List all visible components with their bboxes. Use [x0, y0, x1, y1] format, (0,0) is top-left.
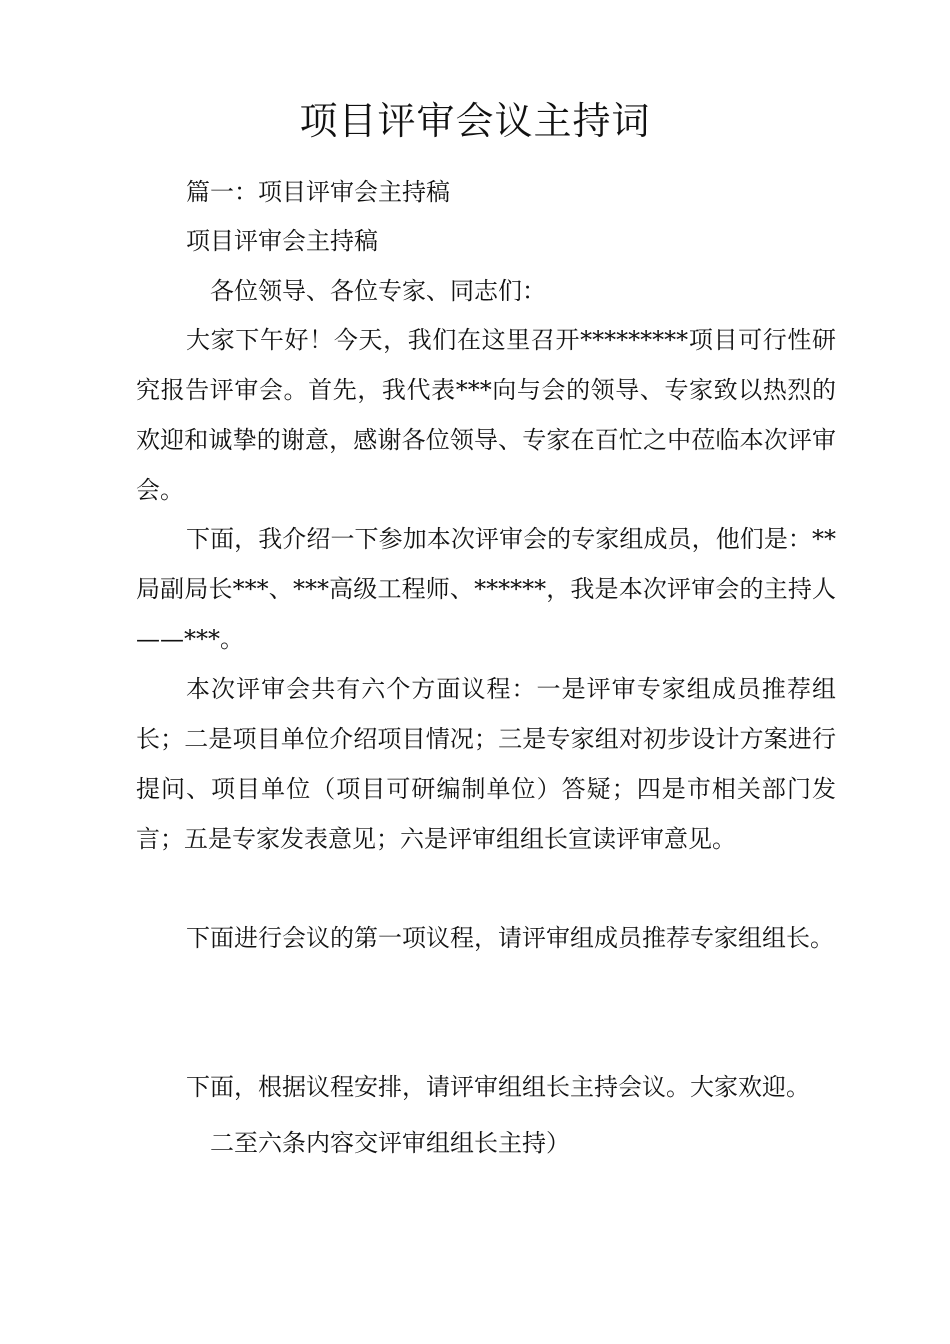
section-heading: 篇一：项目评审会主持稿: [186, 178, 450, 206]
salutation: 各位领导、各位专家、同志们：: [210, 277, 546, 305]
paragraph-first-item: 下面进行会议的第一项议程，请评审组成员推荐专家组组长。: [186, 924, 834, 952]
note-line: 二至六条内容交评审组组长主持）: [210, 1129, 570, 1157]
closing-line: 下面，根据议程安排，请评审组组长主持会议。大家欢迎。: [186, 1073, 810, 1101]
paragraph-agenda: 本次评审会共有六个方面议程：一是评审专家组成员推荐组长；二是项目单位介绍项目情况；三是专家组对初步设计方案进行提问、项目单位（项目可研编制单位）答疑；四是市相关部门发言；五是专家发表意见；六是评审组组长宣读评审意见。: [136, 675, 836, 853]
paragraph-experts: 下面，我介绍一下参加本次评审会的专家组成员，他们是：**局副局长***、***高级工程师、******，我是本次评审会的主持人——***。: [136, 525, 836, 653]
subtitle: 项目评审会主持稿: [186, 227, 378, 255]
paragraph-welcome: 大家下午好！今天，我们在这里召开*********项目可行性研究报告评审会。首先，我代表***向与会的领导、专家致以热烈的欢迎和诚挚的谢意，感谢各位领导、专家在百忙之中莅临本次评审会。: [136, 326, 836, 504]
document-title: 项目评审会议主持词: [299, 99, 651, 143]
